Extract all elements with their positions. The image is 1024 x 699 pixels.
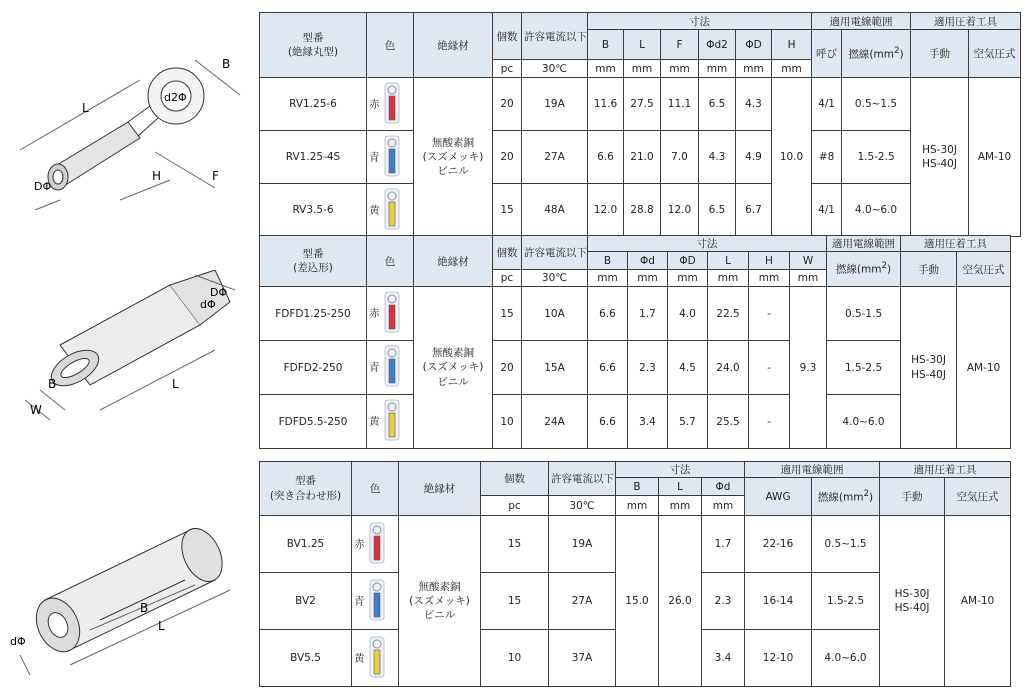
table-row xyxy=(260,78,1021,131)
label-d: dΦ xyxy=(200,298,216,311)
table-cell: 19A xyxy=(549,516,616,573)
table-cell: 28.8 xyxy=(624,184,661,237)
table-cell: 15 xyxy=(481,516,549,573)
header-cell: H xyxy=(772,30,812,60)
table-cell: 2.3 xyxy=(628,341,668,395)
header-cell: 絶縁材 xyxy=(414,236,493,287)
header-cell: Φd2 xyxy=(699,30,736,60)
cell-text: 赤 xyxy=(354,538,365,550)
table-cell: 27A xyxy=(522,131,588,184)
cell-text: 撚線(mm xyxy=(835,263,882,276)
table-cell: 25.5 xyxy=(708,395,749,449)
header-cell: ΦD xyxy=(668,252,708,270)
header-cell: 空気圧式 xyxy=(957,252,1011,287)
header-cell: Φd xyxy=(702,478,745,496)
table-cell: pc xyxy=(493,270,522,287)
table-cell: 6.5 xyxy=(699,78,736,131)
table-cell: 15 xyxy=(493,184,522,237)
cell-text: ビニル xyxy=(423,609,456,622)
table-cell: 6.6 xyxy=(588,395,628,449)
table-cell: 1.7 xyxy=(702,516,745,573)
table-cell xyxy=(352,630,399,687)
table-cell xyxy=(367,78,414,131)
table-cell: 10 xyxy=(481,630,549,687)
cell-text: 無酸素銅 xyxy=(432,347,474,360)
label-W: W xyxy=(30,403,42,417)
table-cell: FDFD2-250 xyxy=(260,341,367,395)
cell-text: (スズメッキ) xyxy=(409,594,470,607)
table-cell: 21.0 xyxy=(624,131,661,184)
table-cell: 7.0 xyxy=(661,131,699,184)
header-cell: 空気圧式 xyxy=(945,478,1011,516)
col-tool: 適用圧着工具 xyxy=(911,13,1021,30)
header-cell: AWG xyxy=(745,478,812,516)
table-cell: 30℃ xyxy=(522,270,588,287)
table-cell: AM-10 xyxy=(957,287,1011,449)
table-cell: 4/1 xyxy=(812,184,842,237)
table-cell: 15 xyxy=(493,287,522,341)
label-B: B xyxy=(48,377,57,391)
cell-text: 型番 xyxy=(302,31,324,44)
table-cell xyxy=(399,516,481,687)
table-cell: pc xyxy=(493,60,522,78)
table-cell: 4.3 xyxy=(736,78,772,131)
table-cell: BV2 xyxy=(260,573,352,630)
female-terminal-drawing xyxy=(0,270,250,440)
table-cell: 12-10 xyxy=(745,630,812,687)
table-cell: mm xyxy=(708,270,749,287)
table-cell: mm xyxy=(588,60,624,78)
table-cell: 0.5~1.5 xyxy=(842,78,911,131)
ring-terminal-drawing xyxy=(0,40,250,225)
label-L: L xyxy=(82,101,89,115)
table-cell: 11.1 xyxy=(661,78,699,131)
header-cell: 絶縁材 xyxy=(399,462,481,516)
cell-text: 型番 xyxy=(295,475,316,488)
cell-text: HS-40J xyxy=(894,602,930,614)
table-cell: mm xyxy=(736,60,772,78)
col-current: 許容電流以下 xyxy=(522,13,588,60)
cell-text: (突き合わせ形) xyxy=(269,489,342,502)
header-cell: 呼び xyxy=(812,30,842,78)
table-cell: BV1.25 xyxy=(260,516,352,573)
terminal-swatch-blue xyxy=(368,579,386,624)
terminal-swatch-yellow xyxy=(368,636,386,681)
cell-text: 黄 xyxy=(369,204,380,216)
label-L: L xyxy=(158,619,165,633)
table-cell: 4.0~6.0 xyxy=(827,395,901,449)
header-cell: 許容電流以下 xyxy=(522,236,588,270)
table-cell: 22-16 xyxy=(745,516,812,573)
female-terminal-table xyxy=(259,235,1011,449)
cell-text: (スズメッキ) xyxy=(422,150,484,163)
table-cell: 6.7 xyxy=(736,184,772,237)
table-cell: 24A xyxy=(522,395,588,449)
header-cell: 寸法 xyxy=(616,462,745,478)
table-cell: 6.6 xyxy=(588,131,624,184)
table-cell: 0.5-1.5 xyxy=(827,287,901,341)
table-cell: mm xyxy=(659,496,702,516)
header-cell xyxy=(260,236,367,287)
header-cell: 手動 xyxy=(901,252,957,287)
table-cell: 6.6 xyxy=(588,287,628,341)
cell-text: 黄 xyxy=(354,652,365,664)
table-cell xyxy=(414,287,493,449)
table-cell: RV1.25-4S xyxy=(260,131,367,184)
header-cell: F xyxy=(661,30,699,60)
header-cell: 寸法 xyxy=(588,236,827,252)
table-cell: 27.5 xyxy=(624,78,661,131)
table-cell: RV1.25-6 xyxy=(260,78,367,131)
cell-text: 無酸素銅 xyxy=(418,580,461,593)
table-cell: 2.3 xyxy=(702,573,745,630)
table-cell: 19A xyxy=(522,78,588,131)
table-cell: 0.5~1.5 xyxy=(812,516,880,573)
cell-text: HS-40J xyxy=(922,158,957,170)
table-cell: 4.0 xyxy=(668,287,708,341)
header-cell: 撚線$(mm^2)$ xyxy=(812,478,880,516)
header-cell: B xyxy=(588,30,624,60)
header-cell: 適用圧着工具 xyxy=(880,462,1011,478)
header-cell: L xyxy=(708,252,749,270)
label-B: B xyxy=(222,57,231,71)
table-cell: 30℃ xyxy=(522,60,588,78)
table-cell: 48A xyxy=(522,184,588,237)
table-cell: mm xyxy=(702,496,745,516)
header-cell: 個数 xyxy=(481,462,549,496)
cell-text: 無酸素銅 xyxy=(432,136,474,149)
table-cell: 3.4 xyxy=(628,395,668,449)
table-cell: - xyxy=(749,287,790,341)
table-row xyxy=(260,287,1011,341)
terminal-swatch-blue xyxy=(383,345,401,390)
table-cell xyxy=(911,78,969,237)
cell-text: HS-30J xyxy=(894,587,930,600)
table-row xyxy=(260,131,1021,184)
table-cell: 12.0 xyxy=(588,184,624,237)
label-D: DΦ xyxy=(210,286,228,299)
header-cell: Φd xyxy=(628,252,668,270)
table-cell: 3.4 xyxy=(702,630,745,687)
table-cell: 10 xyxy=(493,395,522,449)
col-count: 個数 xyxy=(493,13,522,60)
insulation-cell xyxy=(414,78,493,237)
table-cell: - xyxy=(749,395,790,449)
table-cell: mm xyxy=(588,270,628,287)
table-cell: 6.5 xyxy=(699,184,736,237)
terminal-swatch-red xyxy=(383,82,401,127)
table-cell xyxy=(367,184,414,237)
terminal-swatch-red xyxy=(383,291,401,336)
table-cell: mm xyxy=(790,270,827,287)
table-cell xyxy=(367,131,414,184)
terminal-swatch-yellow xyxy=(383,399,401,444)
table-cell xyxy=(901,287,957,449)
table-cell: 30℃ xyxy=(549,496,616,516)
terminal-swatch-red xyxy=(368,522,386,567)
table-cell: 1.5-2.5 xyxy=(812,573,880,630)
table-cell: 5.7 xyxy=(668,395,708,449)
table-cell: mm xyxy=(668,270,708,287)
table-cell: mm xyxy=(624,60,661,78)
table-cell: AM-10 xyxy=(969,78,1021,237)
col-color: 色 xyxy=(367,13,414,78)
cell-text: ビニル xyxy=(437,165,469,178)
cell-text: HS-30J xyxy=(911,354,946,367)
terminal-swatch-yellow xyxy=(383,188,401,233)
terminal-swatch-blue xyxy=(383,135,401,180)
table-cell: 20 xyxy=(493,78,522,131)
table-cell: 15 xyxy=(481,573,549,630)
label-F: F xyxy=(212,169,219,183)
header-cell: L xyxy=(624,30,661,60)
header-cell: H xyxy=(749,252,790,270)
header-cell: 適用圧着工具 xyxy=(901,236,1011,252)
header-cell: 適用電線範囲 xyxy=(827,236,901,252)
table-cell: 1.7 xyxy=(628,287,668,341)
table-row xyxy=(260,395,1011,449)
table-cell: 11.6 xyxy=(588,78,624,131)
table-cell xyxy=(880,516,945,687)
cell-text: ビニル xyxy=(437,375,469,388)
header-cell: 適用電線範囲 xyxy=(745,462,880,478)
table-cell: - xyxy=(749,341,790,395)
cell-text: 撚線(mm xyxy=(848,48,894,61)
header-cell: B xyxy=(588,252,628,270)
table-cell xyxy=(367,287,414,341)
table-row xyxy=(260,184,1021,237)
table-cell: RV3.5-6 xyxy=(260,184,367,237)
cell-text: HS-40J xyxy=(911,368,946,381)
table-cell: 6.6 xyxy=(588,341,628,395)
header-cell: 色 xyxy=(352,462,399,516)
cell-text: 撚線(mm xyxy=(817,491,864,504)
table-cell: 10.0 xyxy=(772,78,812,237)
cell-text: 青 xyxy=(369,151,380,163)
header-cell: 撚線$(mm^2)$ xyxy=(827,252,901,287)
table-cell: FDFD1.25-250 xyxy=(260,287,367,341)
label-d: dΦ xyxy=(10,635,26,648)
table-cell: 9.3 xyxy=(790,287,827,449)
table-cell xyxy=(367,341,414,395)
table-cell: 4.5 xyxy=(668,341,708,395)
header-cell: 色 xyxy=(367,236,414,287)
table-cell: FDFD5.5-250 xyxy=(260,395,367,449)
table-cell: AM-10 xyxy=(945,516,1011,687)
cell-text: HS-30J xyxy=(922,143,957,156)
table-cell: 16-14 xyxy=(745,573,812,630)
label-B: B xyxy=(140,601,149,615)
table-cell: 26.0 xyxy=(659,516,702,687)
table-cell: mm xyxy=(628,270,668,287)
header-cell: 手動 xyxy=(880,478,945,516)
header-cell: 手動 xyxy=(911,30,969,78)
table-row xyxy=(260,516,1011,573)
table-cell: 22.5 xyxy=(708,287,749,341)
table-cell xyxy=(352,573,399,630)
table-cell: 4.9 xyxy=(736,131,772,184)
table-row xyxy=(260,341,1011,395)
label-d2: d2Φ xyxy=(164,91,187,104)
header-cell: L xyxy=(659,478,702,496)
ring-terminal-table xyxy=(259,12,1021,237)
header-cell: 許容電流以下 xyxy=(549,462,616,496)
table-cell: 20 xyxy=(493,341,522,395)
header-cell xyxy=(260,462,352,516)
table-cell: 27A xyxy=(549,573,616,630)
label-L: L xyxy=(172,377,179,391)
header-cell: 空気圧式 xyxy=(969,30,1021,78)
cell-text: 赤 xyxy=(369,307,380,320)
table-cell: mm xyxy=(699,60,736,78)
header-cell: ΦD xyxy=(736,30,772,60)
col-model xyxy=(260,13,367,78)
table-cell: BV5.5 xyxy=(260,630,352,687)
table-cell: 20 xyxy=(493,131,522,184)
header-cell: 個数 xyxy=(493,236,522,270)
cell-text: 黄 xyxy=(369,415,380,428)
table-cell: pc xyxy=(481,496,549,516)
cell-text: (絶縁丸型) xyxy=(287,46,339,58)
table-cell: 1.5-2.5 xyxy=(827,341,901,395)
butt-connector-drawing xyxy=(0,500,250,680)
table-cell: mm xyxy=(772,60,812,78)
label-D: DΦ xyxy=(34,180,52,193)
cell-text: 赤 xyxy=(369,98,380,110)
table-cell: #8 xyxy=(812,131,842,184)
header-cell: W xyxy=(790,252,827,270)
table-cell: 4/1 xyxy=(812,78,842,131)
table-cell: 1.5-2.5 xyxy=(842,131,911,184)
header-cell: B xyxy=(616,478,659,496)
table-cell: 37A xyxy=(549,630,616,687)
butt-connector-table xyxy=(259,461,1011,687)
table-cell: 24.0 xyxy=(708,341,749,395)
table-cell: 15A xyxy=(522,341,588,395)
cell-text: (スズメッキ) xyxy=(422,361,484,374)
cell-text: 型番 xyxy=(302,247,324,260)
table-cell: mm xyxy=(661,60,699,78)
cell-text: (差込形) xyxy=(293,262,333,274)
col-insulation: 絶縁材 xyxy=(414,13,493,78)
table-cell: 4.3 xyxy=(699,131,736,184)
table-cell: mm xyxy=(749,270,790,287)
table-cell: 15.0 xyxy=(616,516,659,687)
table-cell xyxy=(352,516,399,573)
table-cell xyxy=(367,395,414,449)
header-cell: 撚線$(mm^2)$ xyxy=(842,30,911,78)
table-cell: 4.0~6.0 xyxy=(812,630,880,687)
table-cell: 12.0 xyxy=(661,184,699,237)
col-wire-range: 適用電線範囲 xyxy=(812,13,911,30)
col-dims: 寸法 xyxy=(588,13,812,30)
table-cell: 10A xyxy=(522,287,588,341)
cell-text: 青 xyxy=(369,361,380,374)
cell-text: 青 xyxy=(354,595,365,607)
label-H: H xyxy=(152,169,162,183)
table-cell: 4.0~6.0 xyxy=(842,184,911,237)
table-cell: mm xyxy=(616,496,659,516)
